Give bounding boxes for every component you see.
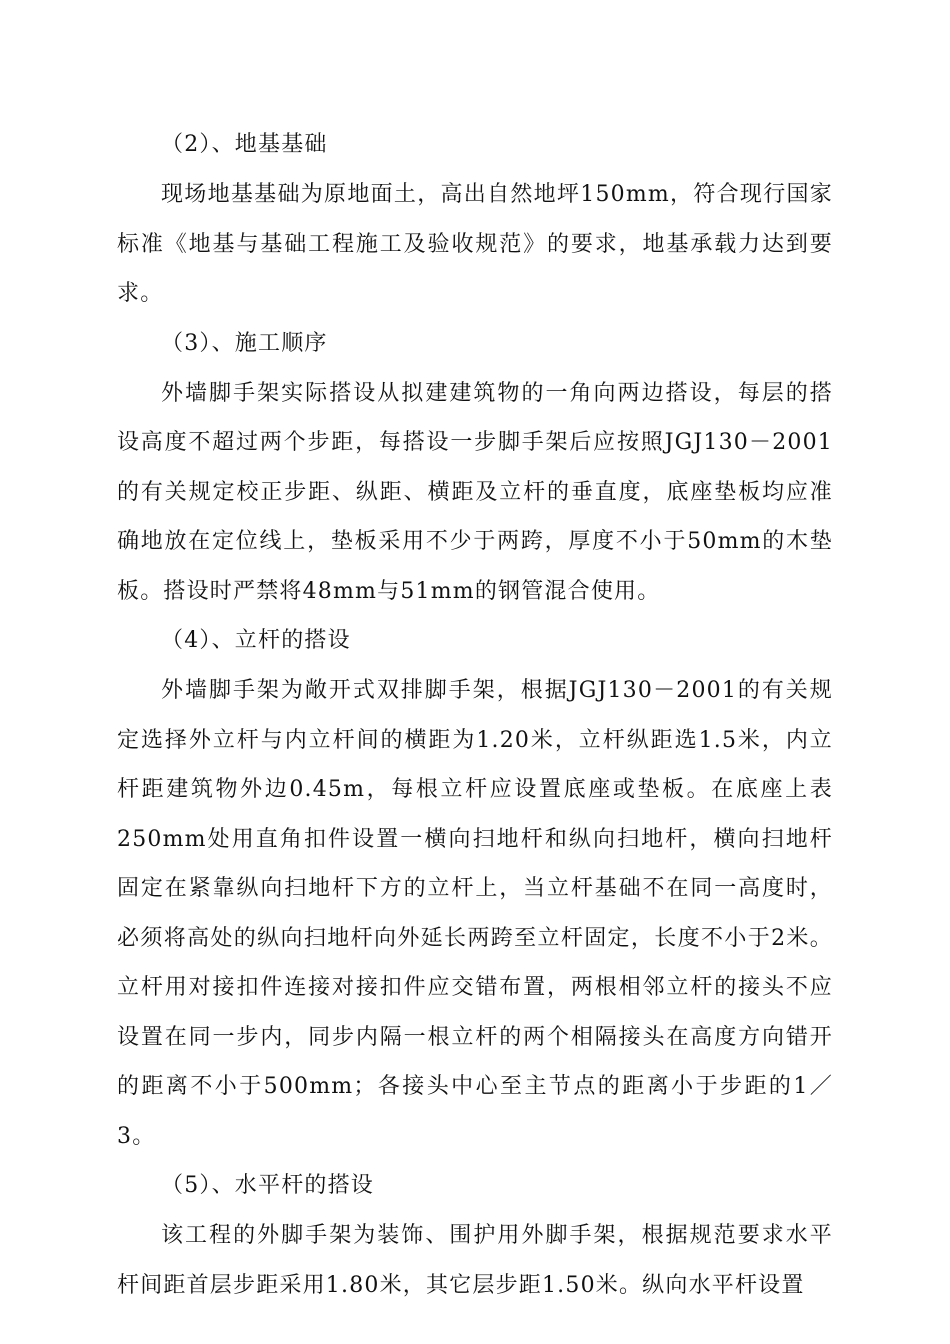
section-heading-foundation: （2）、地基基础 bbox=[161, 132, 328, 157]
section-heading-horizontal-bar: （5）、水平杆的搭设 bbox=[161, 1173, 374, 1198]
paragraph-horizontal-bar: 该工程的外脚手架为装饰、围护用外脚手架，根据规范要求水平杆间距首层步距采用1.80米，其它层步距1.50米。纵向水平杆设置 bbox=[117, 1223, 833, 1298]
paragraph-upright-pole: 外墙脚手架为敞开式双排脚手架，根据JGJ130－2001的有关规定选择外立杆与内立杆间的横距为1.20米，立杆纵距选1.5米，内立杆距建筑物外边0.45m，每根立杆应设置底座或垫板。在底座上表250mm处用直角扣件设置一横向扫地杆和纵向扫地杆，横向扫地杆固定在紧靠纵向扫地杆下方的立杆上，当立杆基础不在同一高度时，必须将高处的纵向扫地杆向外延长两跨至立杆固定，长度不小于2米。立杆用对接扣件连接对接扣件应交错布置，两根相邻立杆的接头不应设置在同一步内，同步内隔一根立杆的两个相隔接头在高度方向错开的距离不小于500mm；各接头中心至主节点的距离小于步距的1／3。 bbox=[117, 678, 833, 1149]
document-page bbox=[117, 120, 833, 1310]
section-heading-construction-sequence: （3）、施工顺序 bbox=[161, 330, 328, 356]
paragraph-foundation: 现场地基基础为原地面土，高出自然地坪150mm，符合现行国家标准《地基与基础工程施工及验收规范》的要求，地基承载力达到要求。 bbox=[117, 182, 833, 306]
paragraph-construction-sequence: 外墙脚手架实际搭设从拟建建筑物的一角向两边搭设，每层的搭设高度不超过两个步距，每搭设一步脚手架后应按照JGJ130－2001的有关规定校正步距、纵距、横距及立杆的垂直度，底座垫板均应准确地放在定位线上，垫板采用不少于两跨，厚度不小于50mm的木垫板。搭设时严禁将48mm与51mm的钢管混合使用。 bbox=[117, 380, 833, 604]
section-heading-upright-pole: （4）、立杆的搭设 bbox=[161, 628, 351, 653]
